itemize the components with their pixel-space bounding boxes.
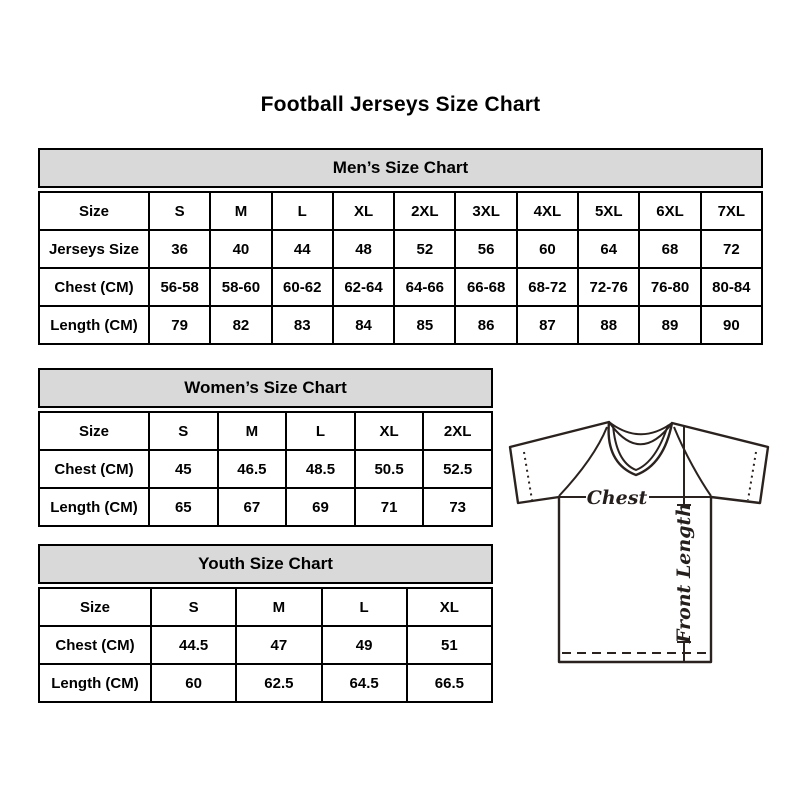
table-row [39, 588, 492, 626]
table-cell: S [149, 412, 218, 450]
table-cell: 58-60 [210, 268, 271, 306]
table-cell: 62.5 [236, 664, 321, 702]
table-cell: 69 [286, 488, 355, 526]
row-label: Jerseys Size [39, 230, 149, 268]
table-cell: 7XL [701, 192, 762, 230]
table-cell: 72 [701, 230, 762, 268]
jersey-diagram [504, 406, 776, 698]
table-row [39, 488, 492, 526]
table-cell: S [149, 192, 210, 230]
table-cell: L [286, 412, 355, 450]
table-cell: 48 [333, 230, 394, 268]
table-cell: 64.5 [322, 664, 407, 702]
table-cell: 60 [517, 230, 578, 268]
table-row [39, 268, 762, 306]
table-cell: 87 [517, 306, 578, 344]
table-row [39, 412, 492, 450]
table-cell: 80-84 [701, 268, 762, 306]
front-length-label: Front Length [673, 502, 696, 644]
youth-size-table [38, 587, 493, 703]
table-cell: S [151, 588, 236, 626]
row-label: Size [39, 412, 149, 450]
table-cell: 40 [210, 230, 271, 268]
table-cell: 4XL [517, 192, 578, 230]
table-cell: 52 [394, 230, 455, 268]
table-cell: 65 [149, 488, 218, 526]
jersey-outline-shape [510, 422, 768, 662]
table-cell: 86 [455, 306, 516, 344]
table-cell: 88 [578, 306, 639, 344]
table-cell: 68 [639, 230, 700, 268]
table-cell: 49 [322, 626, 407, 664]
table-cell: 79 [149, 306, 210, 344]
table-cell: 68-72 [517, 268, 578, 306]
mens-size-chart [38, 148, 763, 345]
row-label: Length (CM) [39, 488, 149, 526]
table-cell: XL [333, 192, 394, 230]
table-cell: 72-76 [578, 268, 639, 306]
table-cell: 84 [333, 306, 394, 344]
table-cell: 83 [272, 306, 333, 344]
table-cell: 47 [236, 626, 321, 664]
table-cell: 66-68 [455, 268, 516, 306]
table-cell: 76-80 [639, 268, 700, 306]
table-cell: 64 [578, 230, 639, 268]
table-cell: 2XL [394, 192, 455, 230]
table-cell: XL [407, 588, 492, 626]
page-title: Football Jerseys Size Chart [260, 93, 541, 116]
table-cell: 50.5 [355, 450, 424, 488]
womens-size-table [38, 411, 493, 527]
table-cell: M [236, 588, 321, 626]
table-row [39, 306, 762, 344]
table-cell: 66.5 [407, 664, 492, 702]
chest-label: Chest [586, 487, 648, 509]
row-label: Size [39, 192, 149, 230]
table-cell: 64-66 [394, 268, 455, 306]
table-cell: 62-64 [333, 268, 394, 306]
table-cell: M [210, 192, 271, 230]
table-cell: 56-58 [149, 268, 210, 306]
row-label: Chest (CM) [39, 626, 151, 664]
table-cell: 46.5 [218, 450, 287, 488]
table-cell: 67 [218, 488, 287, 526]
table-cell: 44.5 [151, 626, 236, 664]
womens-size-chart [38, 368, 493, 527]
table-cell: 2XL [423, 412, 492, 450]
table-row [39, 230, 762, 268]
youth-chart-title: Youth Size Chart [38, 544, 493, 584]
row-label: Size [39, 588, 151, 626]
womens-chart-title: Women’s Size Chart [38, 368, 493, 408]
table-cell: 48.5 [286, 450, 355, 488]
table-cell: 3XL [455, 192, 516, 230]
table-cell: 44 [272, 230, 333, 268]
row-label: Length (CM) [39, 664, 151, 702]
table-cell: 82 [210, 306, 271, 344]
table-cell: 52.5 [423, 450, 492, 488]
mens-size-table [38, 191, 763, 345]
mens-chart-title: Men’s Size Chart [38, 148, 763, 188]
table-cell: 89 [639, 306, 700, 344]
table-cell: L [322, 588, 407, 626]
table-cell: L [272, 192, 333, 230]
table-cell: 71 [355, 488, 424, 526]
table-cell: 85 [394, 306, 455, 344]
table-cell: 90 [701, 306, 762, 344]
table-cell: 6XL [639, 192, 700, 230]
row-label: Length (CM) [39, 306, 149, 344]
table-row [39, 664, 492, 702]
table-cell: 36 [149, 230, 210, 268]
row-label: Chest (CM) [39, 268, 149, 306]
table-cell: 45 [149, 450, 218, 488]
youth-size-chart [38, 544, 493, 703]
table-row [39, 192, 762, 230]
table-cell: 56 [455, 230, 516, 268]
table-cell: 73 [423, 488, 492, 526]
table-row [39, 450, 492, 488]
table-cell: 60 [151, 664, 236, 702]
row-label: Chest (CM) [39, 450, 149, 488]
table-row [39, 626, 492, 664]
table-cell: 51 [407, 626, 492, 664]
table-cell: 5XL [578, 192, 639, 230]
table-cell: XL [355, 412, 424, 450]
table-cell: M [218, 412, 287, 450]
table-cell: 60-62 [272, 268, 333, 306]
